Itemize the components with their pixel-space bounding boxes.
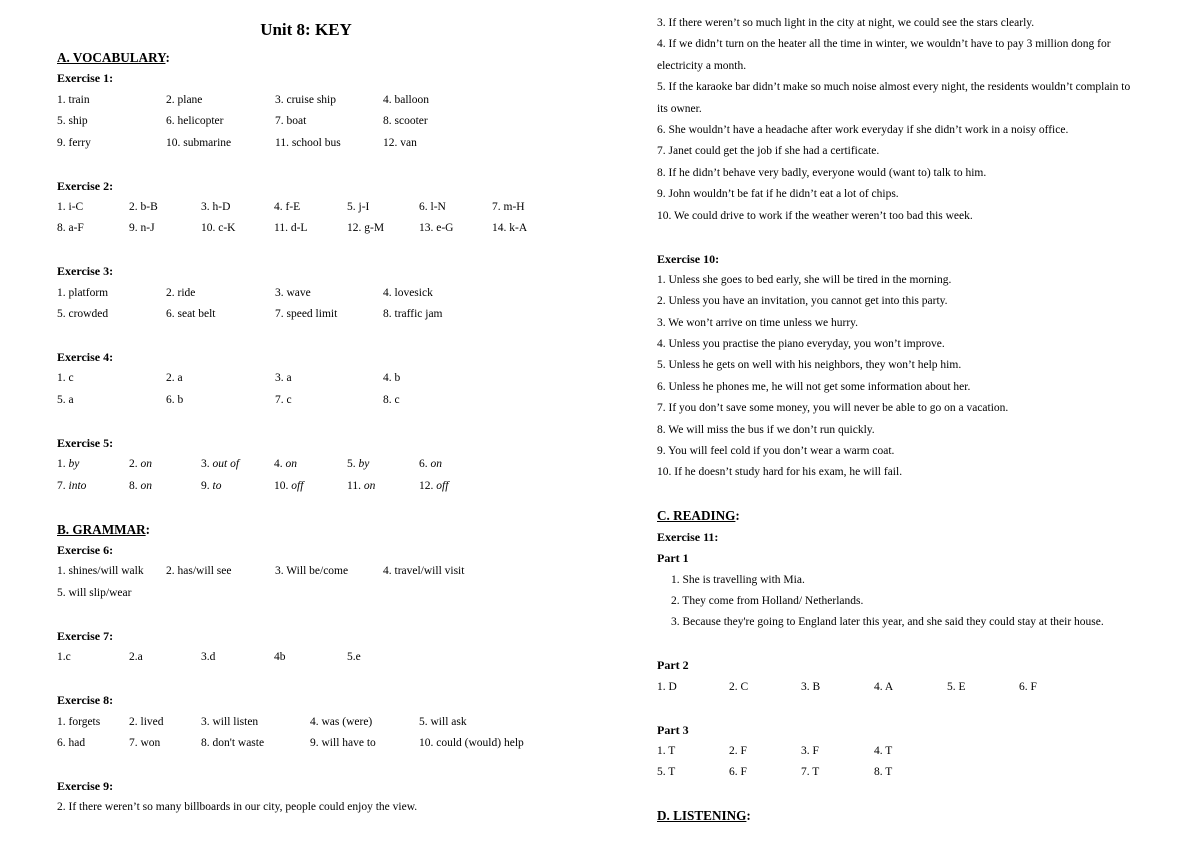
answer: 3.d (201, 651, 216, 664)
answer: 5. T (657, 766, 676, 779)
exercise-heading: Exercise 6: (57, 543, 114, 557)
answer: 1. by (57, 458, 80, 471)
answer: 5. a (57, 393, 74, 406)
sentence: 7. Janet could get the job if she had a certificate. (657, 145, 880, 158)
answer: 7. T (801, 766, 820, 779)
answer: 6. F (729, 766, 747, 779)
exercise-1 (57, 68, 577, 154)
answer: 8. scooter (383, 115, 428, 128)
section-vocabulary: A. VOCABULARY: (57, 50, 170, 65)
answer: 1. shines/will walk (57, 565, 144, 578)
answer: 5. E (947, 680, 966, 693)
answer: 3. wave (275, 286, 311, 299)
section-vocabulary-title: A. VOCABULARY (57, 50, 166, 65)
sentence: 7. If you don’t save some money, you will never be able to go on a vacation. (657, 402, 1009, 415)
exercise-5 (57, 433, 577, 497)
answer: 1. train (57, 93, 90, 106)
left-page (57, 0, 577, 849)
exercise-6 (57, 540, 577, 604)
part-heading: Part 3 (657, 722, 689, 737)
sentence: electricity a month. (657, 59, 747, 72)
answer: 2. plane (166, 93, 203, 106)
answer: 4. was (were) (310, 715, 373, 728)
answer-row (57, 390, 577, 411)
exercise-heading: Exercise 1: (57, 71, 114, 86)
sentence: 8. If he didn’t behave very badly, everyone would (want to) talk to him. (657, 166, 987, 179)
section-grammar: B. GRAMMAR: (57, 521, 151, 537)
answer: 9. ferry (57, 136, 91, 149)
answer: 10. could (would) help (419, 736, 524, 749)
exercise-heading: Exercise 7: (57, 628, 114, 643)
sentence: 9. You will feel cold if you don’t wear a warm coat. (657, 445, 895, 458)
answer: 2. a (166, 372, 183, 385)
exercise-9-start (57, 776, 577, 819)
answer: 12. off (419, 479, 449, 492)
answer: 3. h-D (201, 200, 231, 213)
answer: 1. i-C (57, 200, 84, 213)
answer: 8. c (383, 393, 400, 406)
answer: 5. will ask (419, 715, 467, 728)
sentence: 3. We won’t arrive on time unless we hurry. (657, 316, 859, 329)
sentence: 3. If there weren’t so much light in the city at night, we could see the stars clearly. (657, 17, 1035, 29)
answer: 14. k-A (492, 222, 528, 235)
exercise-heading: Exercise 4: (57, 350, 114, 365)
exercise-heading: Exercise 11: (657, 529, 719, 544)
answer-row (57, 583, 577, 604)
answer: 6. had (57, 736, 86, 749)
answer: 5. crowded (57, 308, 109, 321)
sentence: its owner. (657, 102, 702, 115)
sentence: 2. Unless you have an invitation, you cannot get into this party. (657, 295, 948, 308)
part-heading: Part 2 (657, 658, 689, 673)
answer-row (57, 733, 577, 754)
sentence: 3. Because they're going to England later this year, and she said they could stay at their house. (671, 616, 1104, 629)
answer: 10. c-K (201, 222, 236, 235)
answer: 4. on (274, 458, 297, 471)
answer-row (57, 90, 577, 111)
answer: 9. n-J (129, 222, 155, 235)
answer: 4. f-E (274, 200, 301, 213)
sentence: 10. We could drive to work if the weather weren’t too bad this week. (657, 209, 973, 222)
answer: 3. out of (201, 458, 240, 471)
answer: 8. a-F (57, 222, 84, 235)
answer: 4b (274, 651, 286, 664)
answer-row (57, 304, 577, 325)
answer: 11. d-L (274, 222, 308, 235)
answer: 4. travel/will visit (383, 565, 465, 578)
answer-row (57, 647, 577, 668)
exercise-heading: Exercise 2: (57, 178, 114, 193)
exercise-9-continued (657, 13, 1177, 227)
answer: 1.c (57, 651, 71, 664)
sentence: 8. We will miss the bus if we don’t run quickly. (657, 423, 875, 436)
part-heading: Part 1 (657, 551, 689, 566)
answer-row (57, 368, 577, 389)
section-reading-title: C. READING (657, 508, 736, 524)
answer: 4. T (874, 745, 893, 758)
answer: 2. has/will see (166, 565, 232, 578)
answer: 3. B (801, 680, 821, 693)
answer: 5. will slip/wear (57, 586, 132, 599)
answer: 1. T (657, 745, 676, 758)
answer: 2. C (729, 680, 749, 693)
sentence: 6. Unless he phones me, he will not get some information about her. (657, 380, 971, 393)
sentence: 10. If he doesn’t study hard for his exam, he will fail. (657, 466, 903, 479)
answer: 2.a (129, 651, 143, 664)
answer: 11. school bus (275, 136, 341, 149)
answer-row (57, 133, 577, 154)
answer-row (57, 218, 577, 239)
right-page (657, 0, 1177, 849)
answer: 10. submarine (166, 136, 232, 149)
answer: 7. into (57, 479, 87, 492)
section-reading: C. READING: (657, 508, 740, 524)
answer: 12. van (383, 136, 417, 149)
sentence: 1. She is travelling with Mia. (671, 573, 805, 586)
exercise-8 (57, 690, 577, 754)
answer: 8. T (874, 766, 893, 779)
answer: 3. will listen (201, 715, 259, 728)
answer-row (57, 476, 577, 497)
answer: 5. by (347, 458, 370, 471)
exercise-3 (57, 261, 577, 325)
sentence: 4. Unless you practise the piano everyday, you won’t improve. (657, 338, 945, 351)
answer: 6. helicopter (166, 115, 224, 128)
exercise-10 (657, 249, 1177, 484)
exercise-2 (57, 176, 577, 240)
answer: 13. e-G (419, 222, 454, 235)
sentence: 5. Unless he gets on well with his neighbors, they won’t help him. (657, 359, 962, 372)
sentence: 9. John wouldn’t be fat if he didn’t eat a lot of chips. (657, 188, 899, 201)
answer: 9. to (201, 479, 222, 492)
exercise-heading: Exercise 5: (57, 435, 114, 450)
answer: 1. D (657, 680, 677, 693)
answer: 4. A (874, 680, 894, 693)
exercise-7 (57, 626, 577, 669)
answer: 6. b (166, 393, 184, 406)
answer: 6. seat belt (166, 308, 216, 321)
answer: 7. won (129, 736, 161, 749)
answer: 6. l-N (419, 200, 446, 213)
sentence: 5. If the karaoke bar didn’t make so much noise almost every night, the residents wouldn’t complain to (657, 81, 1131, 94)
answer: 12. g-M (347, 222, 385, 235)
answer: 2. ride (166, 286, 196, 299)
answer: 7. boat (275, 115, 307, 128)
sentence: 2. If there weren’t so many billboards in our city, people could enjoy the view. (57, 801, 418, 814)
answer: 6. on (419, 458, 442, 471)
answer-row (57, 454, 577, 475)
sentence: 2. They come from Holland/ Netherlands. (671, 594, 864, 607)
answer: 1. platform (57, 286, 109, 299)
answer-row (57, 561, 577, 582)
sentence: 6. She wouldn’t have a headache after work everyday if she didn’t work in a noisy office. (657, 123, 1069, 136)
answer: 2. lived (129, 715, 164, 728)
answer: 5. j-I (347, 200, 370, 213)
answer: 4. balloon (383, 93, 429, 106)
exercise-4 (57, 347, 577, 411)
answer-row (657, 677, 1177, 698)
answer: 2. b-B (129, 200, 158, 213)
page-title: Unit 8: KEY (260, 20, 352, 39)
answer-row (57, 111, 577, 132)
answer: 9. will have to (310, 736, 376, 749)
answer: 2. F (729, 745, 747, 758)
answer: 4. b (383, 372, 401, 385)
answer: 8. traffic jam (383, 308, 443, 321)
answer: 1. forgets (57, 715, 101, 728)
answer-row (57, 283, 577, 304)
answer: 5.e (347, 651, 361, 664)
sentence: 1. Unless she goes to bed early, she will be tired in the morning. (657, 273, 952, 286)
answer: 1. c (57, 372, 74, 385)
answer-row (657, 762, 1177, 783)
answer: 5. ship (57, 115, 88, 128)
answer: 6. F (1019, 680, 1037, 693)
answer: 3. a (275, 372, 292, 385)
exercise-heading: Exercise 8: (57, 693, 114, 708)
answer-row (57, 712, 577, 733)
answer: 11. on (347, 479, 376, 492)
answer: 3. cruise ship (275, 93, 337, 106)
answer: 7. m-H (492, 200, 525, 213)
exercise-heading: Exercise 9: (57, 778, 114, 793)
answer: 10. off (274, 479, 304, 492)
sentence: 4. If we didn’t turn on the heater all the time in winter, we wouldn’t have to pay 3 million dong for (657, 38, 1111, 51)
exercise-heading: Exercise 10: (657, 251, 720, 266)
exercise-heading: Exercise 3: (57, 264, 114, 279)
answer-row (57, 197, 577, 218)
answer: 7. c (275, 393, 292, 406)
answer: 4. lovesick (383, 286, 433, 299)
answer: 8. on (129, 479, 152, 492)
answer: 3. Will be/come (275, 565, 349, 578)
section-grammar-title: B. GRAMMAR (57, 521, 146, 537)
answer: 2. on (129, 458, 152, 471)
answer: 7. speed limit (275, 308, 338, 321)
exercise-11 (657, 527, 1177, 784)
answer: 3. F (801, 745, 819, 758)
answer: 8. don't waste (201, 736, 265, 749)
section-listening-title: D. LISTENING (657, 808, 747, 824)
answer-row (657, 741, 1177, 762)
section-listening: D. LISTENING: (657, 808, 751, 824)
